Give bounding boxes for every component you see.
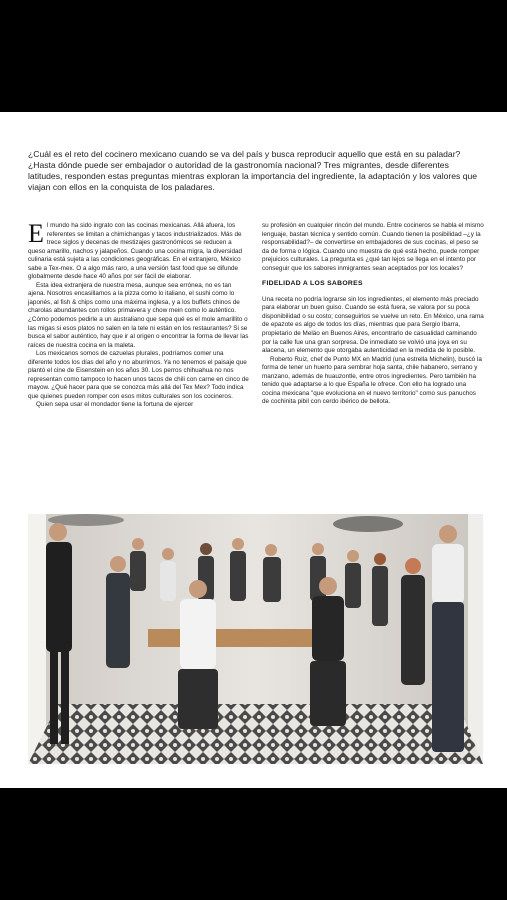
paragraph: Los mexicanos somos de cazuelas plurales, podríamos comer una diferente todos los días del año y no aburrirnos. Ya no tenemos el paisaje que plantó el cine de Eisenstein en los años 30. Los perros chihuahua no nos representan como tampoco lo hacen unos tacos de chili con carne en cinco de mayow. ¿Qué hacer para que se conozca más allá del Tex Mex? Todo indica que quienes pueden romper con esos mitos culturales son los cocineros. [28, 350, 249, 400]
paragraph: Quien sepa usar el mondador tiene la fortuna de ejercer [36, 401, 194, 409]
article-column-left [28, 219, 250, 410]
paragraph: Esta idea extranjera de nuestra mesa, aunque sea errónea, no es tan ajena. Nosotros encasillamos a la pizza como lo italiano, el sushi como lo japonés, al fish & chips como una máxima inglesa, y a los buffets chinos de charolas abundantes con rollos primavera y chow mein como lo auténtico. ¿Cómo podemos pedirle a un australiano que sepa qué es el mole amarillito o las migas si esos platos no salen en la tele ni están en los restaurantes? Si se busca el sabor auténtico, hay que ir al origen o encontrar la forma de llevar las raíces de nuestra cocina en la maleta. [28, 281, 249, 349]
paragraph: El mundo ha sido ingrato con las cocinas mexicanas. Allá afuera, los referentes se limitan a chimichangas y tacos industrializados. Más de trece siglos y decenas de mestizajes gastronómicos se reducen a queso amarillo, nachos y jalapeños. Cuando una cocina migra, la diversidad culinaria está sujeta a las condiciones geográficas. En el extranjero, México sabe a Tex-mex. O a algo más raro, a una versión fast food que se difunde globalmente desde hace 40 años por ser fácil de elaborar. [28, 219, 243, 281]
paragraph: su profesión en cualquier rincón del mundo. Entre cocineros se habla el mismo lenguaje, bastan técnica y sentido común. Cuando tienen la posibilidad –¿y la responsabilidad?– de convertirse en embajadores de sus cocinas, el peso se da de forma o lógica. Cuando uno muestra de qué está hecho, puede romper prejuicios culturales. La pregunta es ¿qué tan lejos se llega en el intento por conseguir que los sabores inmigrantes sean aceptados por los locales? [262, 222, 484, 272]
magazine-page [0, 112, 507, 788]
intro-paragraph: ¿Cuál es el reto del cocinero mexicano cuando se va del país y busca reproducir aquello que está en su paladar? ¿Hasta dónde puede ser embajador o autoridad de la gastronomía nacional? Tres migrantes, desde diferentes latitudes, responden estas preguntas mientras exploran la importancia del ingrediente, la adaptación y los valores que viajan con ellos en la conquista de los paladares. [28, 149, 478, 192]
group-photo [28, 514, 483, 764]
section-heading: FIDELIDAD A LOS SABORES [262, 280, 363, 288]
article-column-right [262, 222, 484, 407]
paragraph: Roberto Ruiz, chef de Punto MX en Madrid (una estrella Michelin), buscó la forma de tener un huerto para sembrar hoja santa, chile habanero, serrano y manzano, además de huauzontle, entre otros ingredientes. Pero también ha tenido que adaptarse a lo que España le ofrece. Con ello ha logrado una cocina mexicana "que evoluciona en el nuevo territorio" como sus panuchos de cochinita pibil con cerdo ibérico de bellota. [262, 355, 482, 406]
drop-cap: E [28, 219, 44, 248]
paragraph: Una receta no podría lograrse sin los ingredientes, el elemento más preciado para elaborar un buen guiso. Cuando se está fuera, se valora por su poca disponibilidad o su costo; conseguirlos se vuelve un reto. En México, una rama de epazote es algo de todos los días, mientras que para Sergio Ibarra, propietario de Meläo en Buenos Aires, encontrarlo de casualidad caminando por la calle fue una gran sorpresa. De inmediato se volvió una joya en su alacena, un elemento que otorgaba autenticidad en la medida de lo posible. [262, 295, 484, 355]
